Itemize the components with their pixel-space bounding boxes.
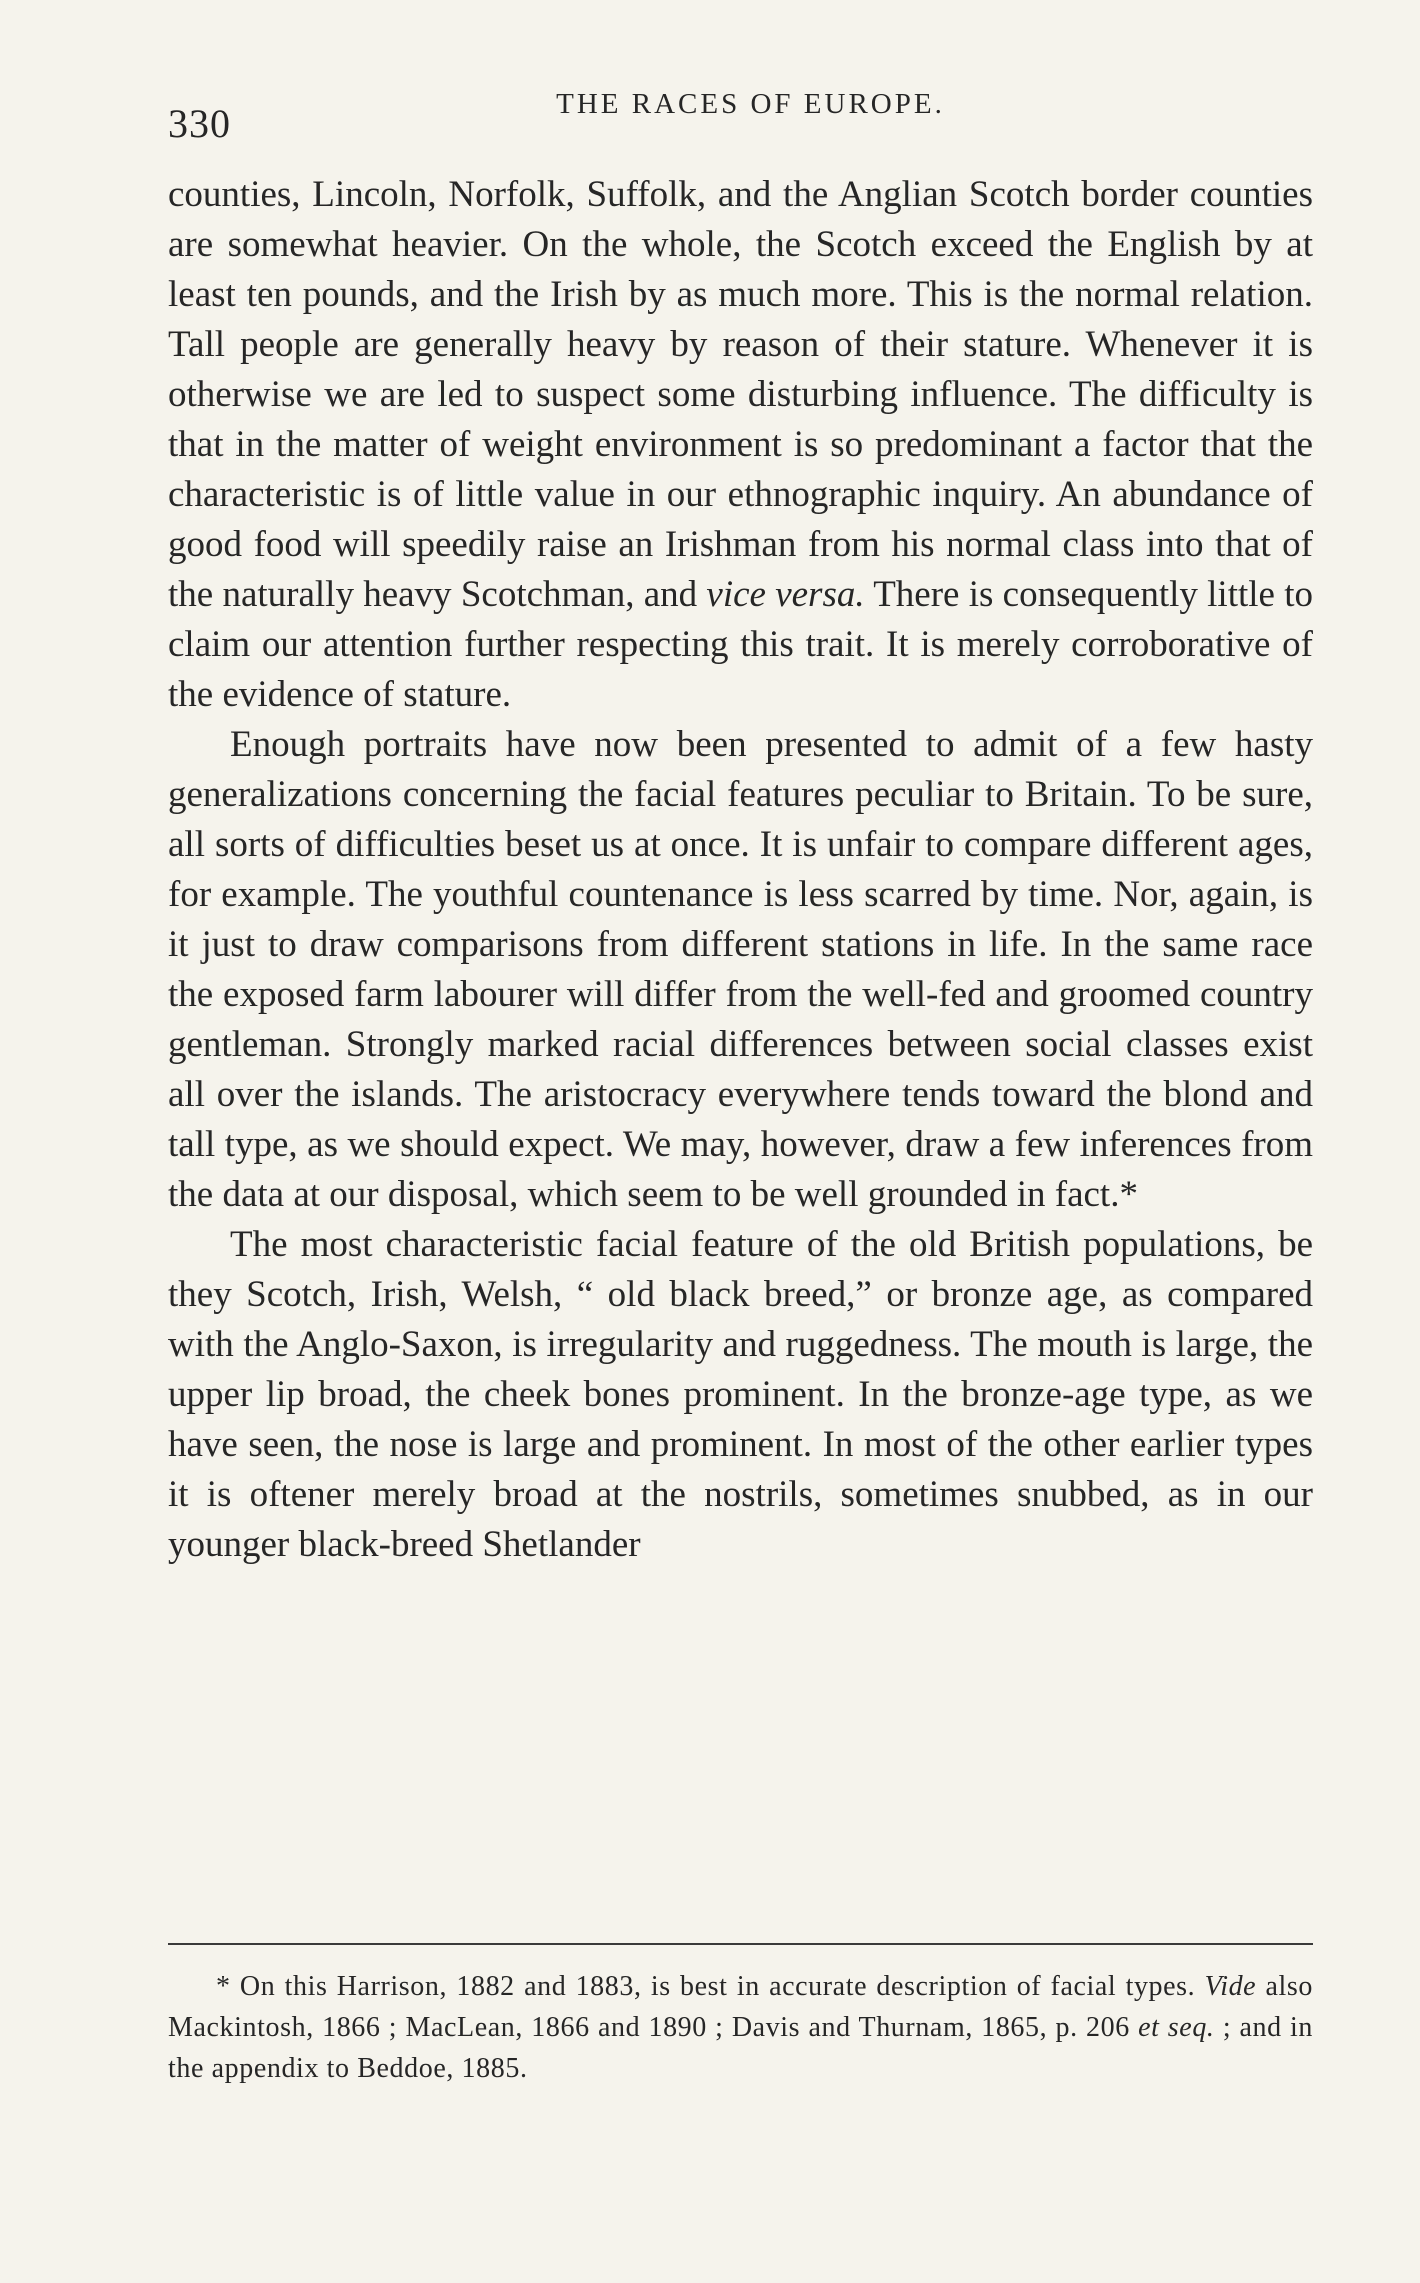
footnote-et-seq: et seq. — [1138, 2012, 1215, 2043]
footnote — [168, 1966, 1313, 2089]
running-head: THE RACES OF EUROPE. — [556, 88, 945, 120]
footnote-rule — [168, 1943, 1313, 1945]
footnote-text-b: also Mackintosh, 1866 ; MacLean, 1866 and 1890 ; Davis and Thurnam, 1865, p. 206 — [168, 1971, 1313, 2043]
paragraph-1 — [168, 170, 1313, 720]
footnote-text-a: * On this Harrison, 1882 and 1883, is best in accurate description of facial types. — [216, 1971, 1205, 2002]
paragraph-2: Enough portraits have now been presented to admit of a few hasty generalizations concerning the facial features peculiar to Britain. To be sure, all sorts of difficulties beset us at once. It is unfair to compare different ages, for example. The youthful countenance is less scarred by time. Nor, again, is it just to draw comparisons from different stations in life. In the same race the exposed farm labourer will differ from the well-fed and groomed country gentleman. Strongly marked racial differences between social classes exist all over the islands. The aristocracy everywhere tends toward the blond and tall type, as we should expect. We may, however, draw a few inferences from the data at our disposal, which seem to be well grounded in fact.* — [168, 724, 1313, 1215]
body-text — [168, 170, 1313, 1570]
paragraph-3: The most characteristic facial feature of the old British populations, be they Scotch, Irish, Welsh, “ old black breed,” or bronze age, as compared with the Anglo-Saxon, is irregularity and ruggedness. The mouth is large, the upper lip broad, the cheek bones prominent. In the bronze-age type, as we have seen, the nose is large and prominent. In most of the other earlier types it is oftener merely broad at the nostrils, sometimes snubbed, as in our younger black-breed Shetlander — [168, 1224, 1313, 1565]
paragraph-1-italic: vice versa. — [706, 574, 865, 615]
page-header — [168, 88, 1313, 146]
paragraph-1-text-a: counties, Lincoln, Norfolk, Suffolk, and the Anglian Scotch border counties are somewhat heavier. On the whole, the Scotch exceed the English by at least ten pounds, and the Irish by as much more. This is the normal relation. Tall people are generally heavy by reason of their stature. Whenever it is otherwise we are led to suspect some disturbing influence. The difficulty is that in the matter of weight environment is so predominant a factor that the characteristic is of little value in our ethnographic inquiry. An abundance of good food will speedily raise an Irishman from his normal class into that of the naturally heavy Scotchman, and — [168, 174, 1313, 615]
footnote-text-c: ; and in the appendix to Beddoe, 1885. — [168, 2012, 1314, 2084]
footnote-text — [168, 1966, 1313, 2089]
paragraph-1-text-b: There is consequently little to claim our attention further respecting this trait. It is merely corroborative of the evidence of stature. — [168, 574, 1313, 715]
footnote-vide: Vide — [1204, 1971, 1257, 2002]
page-number: 330 — [168, 101, 231, 146]
